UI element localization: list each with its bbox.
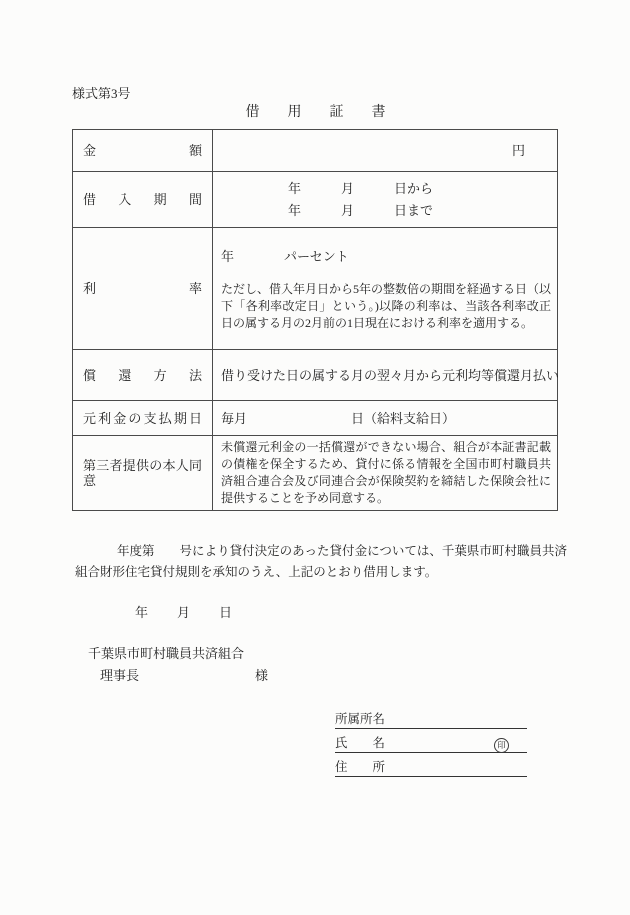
date-year: 年 xyxy=(135,605,149,620)
table-row-period xyxy=(73,172,558,228)
period-to-day: 日まで xyxy=(394,202,434,218)
consent-text: 未償還元利金の一括償還ができない場合、組合が本証書記載の債権を保全するため、貸付に係る情報を全国市町村職員共済組合連合会及び同連合会が保険契約を締結した保険会社に提供することを予め同意する。 xyxy=(221,440,551,505)
loan-certificate-table xyxy=(72,129,558,511)
consent-label: 第三者提供の本人同意 xyxy=(73,436,213,511)
addressee-title: 理事長 xyxy=(100,668,140,683)
amount-unit: 円 xyxy=(511,143,525,158)
due-date-suffix: 日（給料支給日） xyxy=(351,410,456,426)
repayment-cycle: 月払い xyxy=(520,367,560,383)
form-number: 様式第3号 xyxy=(72,86,131,101)
rate-label: 利率 xyxy=(73,228,213,350)
amount-value-cell xyxy=(213,130,558,172)
rate-value-cell xyxy=(213,228,558,350)
period-to-month: 月 xyxy=(341,202,355,218)
organization-name: 千葉県市町村職員共済組合 xyxy=(88,646,245,661)
period-label: 借入期間 xyxy=(73,172,213,228)
repayment-value-cell xyxy=(213,350,558,401)
repayment-label: 償還方法 xyxy=(73,350,213,401)
amount-label: 金額 xyxy=(73,130,213,172)
period-from-month: 月 xyxy=(341,180,355,196)
seal-icon: 印 xyxy=(494,738,509,753)
due-date-prefix: 毎月 xyxy=(221,410,248,426)
signature-row-affiliation xyxy=(335,705,527,729)
rate-unit: パーセント xyxy=(284,249,349,264)
due-date-label: 元利金の支払期日 xyxy=(73,401,213,436)
address-label: 住 所 xyxy=(335,760,386,774)
due-date-value-cell xyxy=(213,401,558,436)
signature-row-name xyxy=(335,729,527,753)
date-line xyxy=(135,605,559,620)
consent-value-cell xyxy=(213,436,558,511)
document-content xyxy=(72,86,567,777)
rate-value-line xyxy=(221,249,551,265)
period-to-line xyxy=(221,200,551,222)
table-row-repayment xyxy=(73,350,558,401)
table-row-rate xyxy=(73,228,558,350)
table-row-consent xyxy=(73,436,558,511)
period-from-year: 年 xyxy=(288,180,302,196)
signature-row-address xyxy=(335,753,527,777)
period-from-line xyxy=(221,178,551,200)
date-month: 月 xyxy=(177,605,191,620)
affiliation-label: 所属所名 xyxy=(335,712,386,726)
table-row-amount xyxy=(73,130,558,172)
period-to-year: 年 xyxy=(288,202,302,218)
repayment-method: 借り受けた日の属する月の翌々月から元利均等償還 xyxy=(221,367,521,383)
rate-year: 年 xyxy=(221,249,235,264)
signature-block xyxy=(335,705,527,777)
document-title: 借 用 証 書 xyxy=(245,105,386,120)
addressee-line xyxy=(100,668,559,683)
rate-note: ただし、借入年月日から5年の整数倍の期間を経過する日（以下「各利率改定日」という。)以降の利率は、当該各利率改正日の属する月の2月前の1日現在における利率を適用する。 xyxy=(221,282,552,330)
addressee-honorific: 様 xyxy=(255,668,269,683)
period-from-day: 日から xyxy=(394,180,434,196)
date-day: 日 xyxy=(219,605,233,620)
table-row-due-date xyxy=(73,401,558,436)
period-value-cell xyxy=(213,172,558,228)
name-label: 氏 名 xyxy=(335,736,386,750)
borrowing-statement: 年度第 号により貸付決定のあった貸付金については、千葉県市町村職員共済組合財形住宅貸付規則を承知のうえ、上記のとおり借用します。 xyxy=(75,544,567,579)
